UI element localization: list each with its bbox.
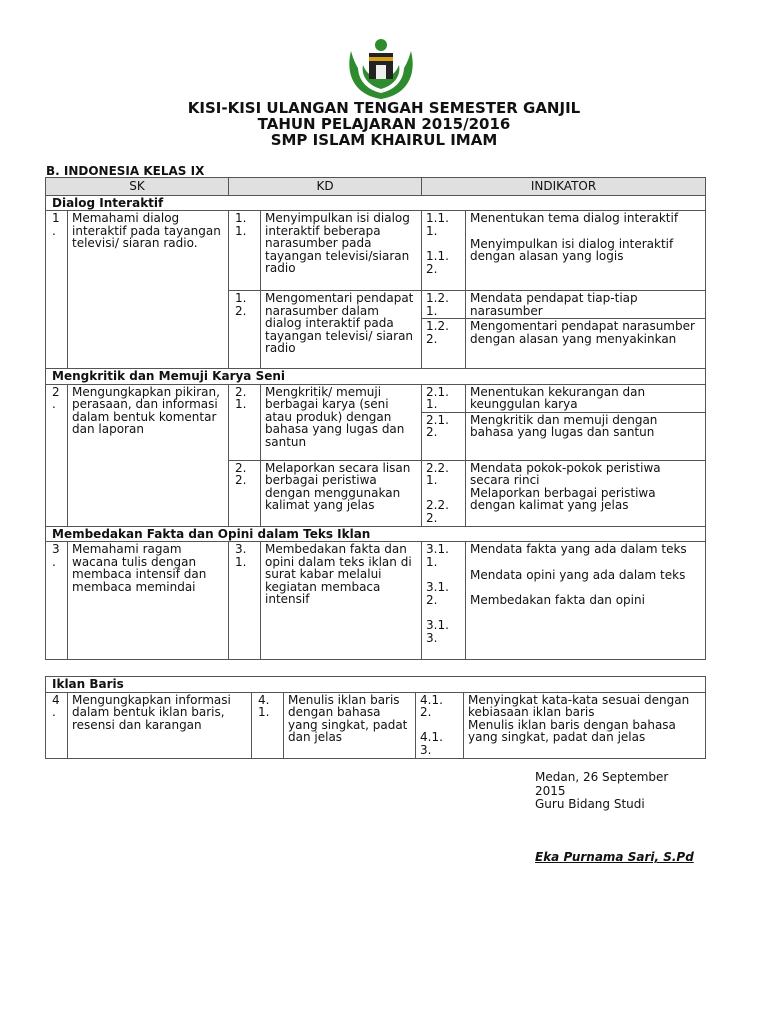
kd-number: 4. 1. bbox=[252, 692, 284, 758]
indicator-number: 2.2. 1. 2.2. 2. bbox=[422, 460, 466, 526]
kd-text: Mengomentari pendapat narasumber dalam dialog interaktif pada tayangan televisi/ siaran radio bbox=[261, 291, 422, 369]
signature-block bbox=[535, 771, 695, 812]
column-header-sk: SK bbox=[46, 178, 229, 196]
grid-table-iklan bbox=[45, 676, 706, 759]
section-row bbox=[46, 526, 706, 542]
indicator-text: Mendata pendapat tiap-tiap narasumber bbox=[466, 291, 706, 319]
indicator-number: 1.2. 2. bbox=[422, 319, 466, 369]
title-line-1: KISI-KISI ULANGAN TENGAH SEMESTER GANJIL bbox=[187, 99, 581, 117]
title-line-2: TAHUN PELAJARAN 2015/2016 bbox=[257, 115, 511, 133]
sk-number: 1 . bbox=[46, 211, 68, 369]
kd-number: 3. 1. bbox=[229, 542, 261, 660]
table-row bbox=[46, 384, 706, 412]
kd-text: Menulis iklan baris dengan bahasa yang singkat, padat dan jelas bbox=[284, 692, 416, 758]
title-line-3: SMP ISLAM KHAIRUL IMAM bbox=[270, 131, 498, 149]
indicator-number: 1.1. 1. 1.1. 2. bbox=[422, 211, 466, 291]
header-row bbox=[46, 178, 706, 196]
section-row bbox=[46, 677, 706, 693]
kd-text: Mengkritik/ memuji berbagai karya (seni atau produk) dengan bahasa yang lugas dan santun bbox=[261, 384, 422, 460]
sk-number: 2 . bbox=[46, 384, 68, 526]
indicator-text: Menyingkat kata-kata sesuai dengan kebiasaan iklan baris Menulis iklan baris dengan bahasa yang singkat, padat dan jelas bbox=[464, 692, 706, 758]
grid-table bbox=[45, 177, 706, 660]
indicator-number: 1.2. 1. bbox=[422, 291, 466, 319]
kd-number: 1. 2. bbox=[229, 291, 261, 369]
section-title: Membedakan Fakta dan Opini dalam Teks Iklan bbox=[46, 526, 706, 542]
signature-name: Eka Purnama Sari, S.Pd bbox=[535, 850, 694, 864]
indicator-number: 2.1. 1. bbox=[422, 384, 466, 412]
kd-number: 2. 2. bbox=[229, 460, 261, 526]
subject-label: B. INDONESIA KELAS IX bbox=[46, 164, 205, 178]
indicator-text: Mendata fakta yang ada dalam teks Mendata opini yang ada dalam teks Membedakan fakta dan opini bbox=[466, 542, 706, 660]
section-row bbox=[46, 369, 706, 385]
section-title: Dialog Interaktif bbox=[46, 195, 706, 211]
kd-number: 2. 1. bbox=[229, 384, 261, 460]
signature-role: Guru Bidang Studi bbox=[535, 797, 645, 811]
section-row bbox=[46, 195, 706, 211]
indicator-number: 4.1. 2. 4.1. 3. bbox=[416, 692, 464, 758]
sk-number: 3 . bbox=[46, 542, 68, 660]
indicator-text: Mendata pokok-pokok peristiwa secara rinci Melaporkan berbagai peristiwa dengan kalimat yang jelas bbox=[466, 460, 706, 526]
kd-text: Membedakan fakta dan opini dalam teks iklan di surat kabar melalui kegiatan membaca intensif bbox=[261, 542, 422, 660]
sk-text: Mengungkapkan pikiran, perasaan, dan informasi dalam bentuk komentar dan laporan bbox=[68, 384, 229, 526]
sk-text: Memahami dialog interaktif pada tayangan televisi/ siaran radio. bbox=[68, 211, 229, 369]
kd-number: 1. 1. bbox=[229, 211, 261, 291]
indicator-text: Mengkritik dan memuji dengan bahasa yang lugas dan santun bbox=[466, 412, 706, 460]
indicator-text: Mengomentari pendapat narasumber dengan alasan yang menyakinkan bbox=[466, 319, 706, 369]
kd-text: Menyimpulkan isi dialog interaktif beberapa narasumber pada tayangan televisi/siaran radio bbox=[261, 211, 422, 291]
kd-text: Melaporkan secara lisan berbagai peristiwa dengan menggunakan kalimat yang jelas bbox=[261, 460, 422, 526]
signature-place-date: Medan, 26 September 2015 bbox=[535, 770, 669, 798]
indicator-number: 2.1. 2. bbox=[422, 412, 466, 460]
column-header-kd: KD bbox=[229, 178, 422, 196]
section-title: Iklan Baris bbox=[46, 677, 706, 693]
sk-number: 4 . bbox=[46, 692, 68, 758]
column-header-indikator: INDIKATOR bbox=[422, 178, 706, 196]
sk-text: Mengungkapkan informasi dalam bentuk iklan baris, resensi dan karangan bbox=[68, 692, 252, 758]
document-title bbox=[0, 100, 768, 148]
indicator-number: 3.1. 1. 3.1. 2. 3.1. 3. bbox=[422, 542, 466, 660]
indicator-text: Menentukan kekurangan dan keunggulan karya bbox=[466, 384, 706, 412]
indicator-text: Menentukan tema dialog interaktif Menyimpulkan isi dialog interaktif dengan alasan yang logis bbox=[466, 211, 706, 291]
school-crest-logo bbox=[341, 35, 421, 103]
table-row bbox=[46, 542, 706, 660]
table-row bbox=[46, 211, 706, 291]
table-row bbox=[46, 692, 706, 758]
sk-text: Memahami ragam wacana tulis dengan membaca intensif dan membaca memindai bbox=[68, 542, 229, 660]
section-title: Mengkritik dan Memuji Karya Seni bbox=[46, 369, 706, 385]
